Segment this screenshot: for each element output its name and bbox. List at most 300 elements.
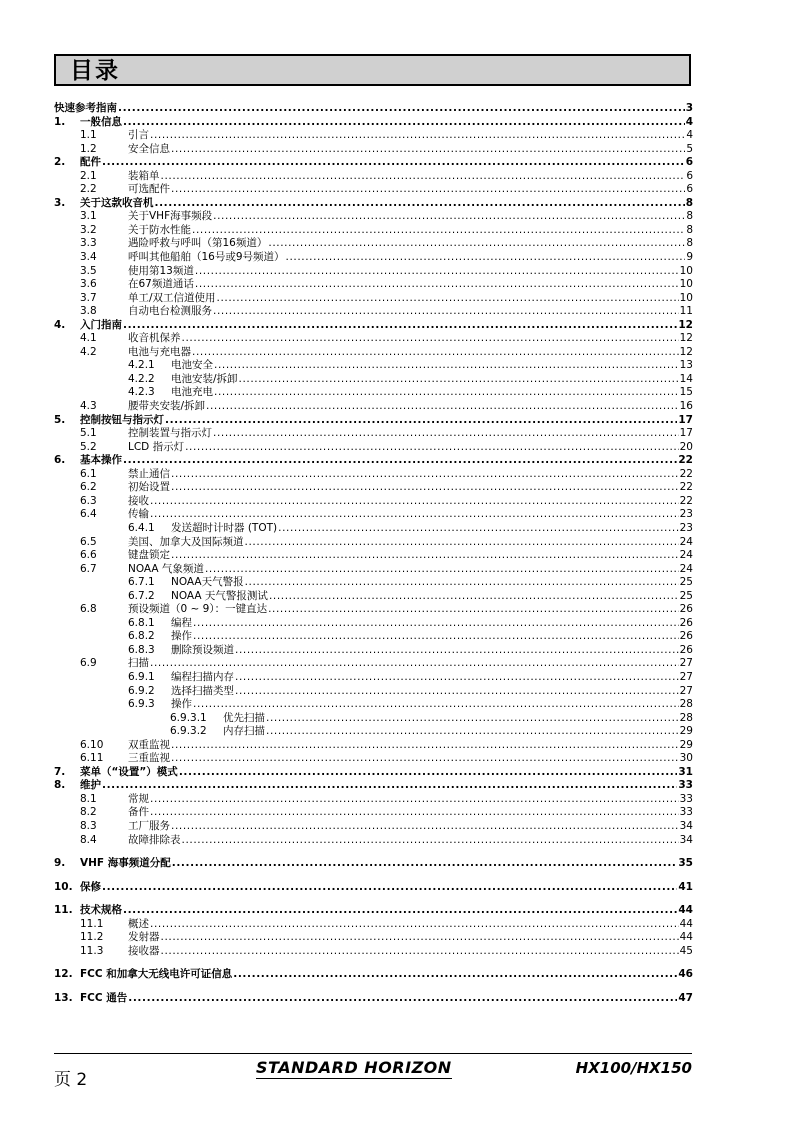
toc-entry-label: 三重监视: [128, 752, 170, 765]
toc-entry-number: 6.10: [80, 738, 104, 751]
toc-entry-page: 8: [685, 196, 693, 209]
toc-entry-label: VHF 海事频道分配: [80, 857, 171, 870]
toc-entry-number: 8.2: [80, 806, 97, 819]
toc-entry-page: 17: [679, 427, 693, 440]
toc-entry-page: 10: [679, 291, 693, 304]
toc-entry-number: 6.: [54, 454, 66, 467]
toc-entry-number: 4.2.3: [128, 386, 155, 399]
toc-entry-page: 10: [679, 278, 693, 291]
toc-entry[interactable]: [54, 359, 693, 373]
toc-entry-page: 33: [678, 779, 693, 792]
toc-entry-label: FCC 和加拿大无线电许可证信息: [80, 968, 233, 981]
toc-dot-leader: [235, 685, 679, 699]
toc-dot-leader: [213, 305, 679, 319]
toc-entry-page: 25: [679, 589, 693, 602]
toc-entry-page: 34: [679, 819, 693, 832]
toc-entry-label: 配件: [80, 156, 101, 169]
toc-entry-label: 一般信息: [80, 115, 122, 128]
toc-entry-label: 菜单（“设置”）模式: [80, 765, 178, 778]
toc-dot-leader: [245, 576, 679, 590]
toc-entry[interactable]: [54, 183, 693, 197]
toc-dot-leader: [205, 563, 679, 577]
toc-entry-page: 6: [685, 156, 693, 169]
toc-dot-leader: [171, 183, 685, 197]
toc-entry-page: 34: [679, 833, 693, 846]
toc-entry-number: 6.7: [80, 562, 97, 575]
toc-entry-page: 11: [679, 305, 693, 318]
toc-entry-page: 26: [679, 643, 693, 656]
toc-title-banner: [54, 54, 691, 86]
toc-entry-page: 28: [679, 711, 693, 724]
toc-entry[interactable]: [54, 251, 693, 265]
toc-dot-leader: [213, 427, 679, 441]
toc-entry[interactable]: [54, 779, 693, 793]
toc-entry-label: 删除预设频道: [171, 643, 234, 656]
toc-dot-leader: [182, 332, 679, 346]
toc-entry-page: 5: [686, 142, 693, 155]
toc-entry[interactable]: [54, 170, 693, 184]
toc-entry-label: 选择扫描类型: [171, 684, 234, 697]
toc-dot-leader: [150, 918, 679, 932]
toc-entry-number: 6.9.3: [128, 698, 155, 711]
toc-entry-page: 12: [678, 318, 693, 331]
toc-entry-number: 6.9.3.1: [170, 711, 207, 724]
toc-entry-label: 入门指南: [80, 318, 122, 331]
footer-page-number: 页 2: [54, 1070, 88, 1090]
toc-entry[interactable]: [54, 386, 693, 400]
toc-entry-label: 关于VHF海事频段: [128, 210, 213, 223]
toc-dot-leader: [192, 346, 679, 360]
toc-entry-page: 29: [679, 725, 693, 738]
toc-dot-leader: [165, 414, 677, 428]
toc-entry-number: 3.2: [80, 223, 97, 236]
toc-entry[interactable]: [54, 725, 693, 739]
toc-dot-leader: [286, 251, 686, 265]
toc-entry-page: 27: [679, 657, 693, 670]
toc-entry-number: 7.: [54, 765, 66, 778]
toc-entry-label: 初始设置: [128, 481, 170, 494]
toc-entry-label: 操作: [171, 698, 192, 711]
toc-entry-number: 8.1: [80, 792, 97, 805]
toc-entry-number: 6.4: [80, 508, 97, 521]
toc-entry-page: 33: [679, 806, 693, 819]
toc-dot-leader: [128, 992, 677, 1006]
toc-entry-label: FCC 通告: [80, 991, 128, 1004]
toc-dot-leader: [118, 102, 685, 116]
toc-entry-label: 故障排除表: [128, 833, 181, 846]
toc-dot-leader: [235, 644, 679, 658]
toc-entry-number: 6.2: [80, 481, 97, 494]
toc-entry[interactable]: [54, 265, 693, 279]
toc-entry-number: 8.: [54, 779, 66, 792]
page-title: 目录: [70, 58, 120, 84]
toc-entry-page: 12: [679, 345, 693, 358]
toc-dot-leader: [102, 779, 677, 793]
toc-entry-number: 2.: [54, 156, 66, 169]
toc-entry[interactable]: [54, 102, 693, 116]
toc-entry-label: 编程扫描内存: [171, 670, 234, 683]
toc-entry-label: 编程: [171, 616, 192, 629]
toc-entry-number: 3.8: [80, 305, 97, 318]
toc-entry-page: 46: [678, 968, 693, 981]
toc-entry-label: NOAA 气象频道: [128, 562, 204, 575]
toc-dot-leader: [161, 170, 686, 184]
toc-dot-leader: [102, 156, 685, 170]
toc-entry[interactable]: [54, 549, 693, 563]
toc-entry-label: 禁止通信: [128, 467, 170, 480]
toc-entry[interactable]: [54, 522, 693, 536]
toc-entry-page: 22: [679, 467, 693, 480]
toc-entry-number: 3.7: [80, 291, 97, 304]
toc-entry-label: 接收: [128, 494, 149, 507]
toc-entry-label: 扫描: [128, 657, 149, 670]
toc-dot-leader: [171, 468, 679, 482]
toc-entry[interactable]: [54, 945, 693, 959]
toc-entry[interactable]: [54, 685, 693, 699]
toc-entry-label: 电池充电: [171, 386, 213, 399]
toc-dot-leader: [195, 278, 679, 292]
toc-dot-leader: [161, 931, 679, 945]
toc-entry-page: 6: [686, 183, 693, 196]
toc-entry[interactable]: [54, 508, 693, 522]
toc-entry-number: 5.1: [80, 427, 97, 440]
toc-entry[interactable]: [54, 116, 693, 130]
toc-entry[interactable]: [54, 806, 693, 820]
toc-entry[interactable]: [54, 698, 693, 712]
toc-entry-label: 操作: [171, 630, 192, 643]
toc-entry-page: 22: [678, 454, 693, 467]
toc-entry-page: 44: [679, 917, 693, 930]
toc-entry-label: 常规: [128, 792, 149, 805]
toc-entry-number: 4.1: [80, 332, 97, 345]
brand-logo: [256, 1058, 452, 1077]
toc-entry[interactable]: [54, 468, 693, 482]
toc-entry-page: 14: [679, 372, 693, 385]
toc-entry[interactable]: [54, 671, 693, 685]
toc-entry-page: 15: [679, 386, 693, 399]
toc-entry-page: 8: [686, 237, 693, 250]
toc-dot-leader: [233, 968, 677, 982]
toc-entry-label: 优先扫描: [223, 711, 265, 724]
toc-entry-label: 备件: [128, 806, 149, 819]
toc-entry-number: 2.1: [80, 169, 97, 182]
brand-logo-text: STANDARD HORIZON: [256, 1058, 452, 1077]
toc-entry-label: NOAA 天气警报测试: [171, 589, 268, 602]
toc-entry-page: 10: [679, 264, 693, 277]
toc-entry[interactable]: [54, 305, 693, 319]
toc-entry[interactable]: [54, 644, 693, 658]
toc-entry[interactable]: [54, 834, 693, 848]
toc-entry-number: 4.: [54, 318, 66, 331]
toc-dot-leader: [123, 904, 677, 918]
toc-dot-leader: [193, 630, 679, 644]
toc-entry-number: 4.2: [80, 345, 97, 358]
toc-entry-page: 26: [679, 630, 693, 643]
toc-dot-leader: [150, 793, 679, 807]
toc-dot-leader: [182, 834, 679, 848]
toc-dot-leader: [195, 265, 679, 279]
toc-entry[interactable]: [54, 793, 693, 807]
toc-dot-leader: [268, 603, 679, 617]
toc-entry-number: 6.9: [80, 657, 97, 670]
toc-entry-page: 17: [678, 413, 693, 426]
toc-entry[interactable]: [54, 400, 693, 414]
toc-entry-number: 4.2.2: [128, 372, 155, 385]
toc-entry[interactable]: [54, 481, 693, 495]
toc-entry-page: 12: [679, 332, 693, 345]
toc-entry-label: 预设频道（0 ~ 9）：一键直达: [128, 603, 268, 616]
toc-entry[interactable]: [54, 441, 693, 455]
toc-entry-page: 20: [679, 440, 693, 453]
toc-entry-label: 收音机保养: [128, 332, 181, 345]
toc-entry[interactable]: [54, 414, 693, 428]
toc-dot-leader: [150, 806, 679, 820]
toc-entry-number: 1.2: [80, 142, 97, 155]
toc-entry-page: 24: [679, 535, 693, 548]
toc-entry-number: 4.2.1: [128, 359, 155, 372]
toc-entry-label: 安全信息: [128, 142, 170, 155]
toc-entry[interactable]: [54, 918, 693, 932]
toc-entry[interactable]: [54, 617, 693, 631]
toc-entry[interactable]: [54, 210, 693, 224]
toc-entry-number: 8.3: [80, 819, 97, 832]
toc-entry[interactable]: [54, 739, 693, 753]
toc-entry[interactable]: [54, 766, 693, 780]
toc-entry-page: 24: [679, 562, 693, 575]
toc-dot-leader: [266, 725, 679, 739]
toc-entry-label: 键盘锁定: [128, 549, 170, 562]
toc-entry[interactable]: [54, 657, 693, 671]
toc-dot-leader: [171, 820, 679, 834]
toc-entry-label: 概述: [128, 917, 149, 930]
toc-entry-label: 遇险呼救与呼叫（第16频道）: [128, 237, 268, 250]
toc-entry-label: 电池安装/拆卸: [171, 372, 238, 385]
toc-entry[interactable]: [54, 319, 693, 333]
toc-entry-number: 13.: [54, 991, 73, 1004]
toc-entry[interactable]: [54, 630, 693, 644]
toc-entry-label: 发送超时计时器 (TOT): [171, 521, 278, 534]
toc-dot-leader: [150, 129, 685, 143]
toc-entry-number: 3.1: [80, 210, 97, 223]
footer-model-name: HX100/HX150: [575, 1059, 692, 1077]
toc-entry-page: 27: [679, 670, 693, 683]
brand-underline: [256, 1078, 452, 1079]
toc-entry-number: 6.1: [80, 467, 97, 480]
toc-dot-leader: [278, 522, 679, 536]
toc-dot-leader: [214, 386, 679, 400]
toc-entry-page: 9: [686, 251, 693, 264]
toc-dot-leader: [171, 481, 679, 495]
toc-entry-page: 35: [678, 857, 693, 870]
toc-dot-leader: [155, 197, 685, 211]
toc-entry[interactable]: [54, 373, 693, 387]
toc-entry-number: 1.1: [80, 129, 97, 142]
toc-entry-page: 31: [678, 765, 693, 778]
toc-entry[interactable]: [54, 197, 693, 211]
toc-entry-number: 6.8.3: [128, 643, 155, 656]
toc-entry-label: 传输: [128, 508, 149, 521]
toc-entry-page: 13: [679, 359, 693, 372]
toc-entry-page: 8: [686, 223, 693, 236]
toc-entry[interactable]: [54, 292, 693, 306]
toc-entry[interactable]: [54, 590, 693, 604]
toc-entry-label: 可选配件: [128, 183, 170, 196]
toc-entry-page: 30: [679, 752, 693, 765]
toc-entry-number: 6.8.1: [128, 616, 155, 629]
toc-entry-number: 3.4: [80, 251, 97, 264]
toc-entry-page: 44: [679, 931, 693, 944]
toc-entry-page: 41: [678, 880, 693, 893]
toc-dot-leader: [171, 143, 685, 157]
toc-entry[interactable]: [54, 495, 693, 509]
toc-dot-leader: [235, 671, 679, 685]
toc-dot-leader: [171, 549, 679, 563]
toc-entry-page: 28: [679, 698, 693, 711]
toc-dot-leader: [150, 657, 679, 671]
toc-entry-label: 技术规格: [80, 904, 122, 917]
toc-entry[interactable]: [54, 931, 693, 945]
toc-dot-leader: [171, 739, 679, 753]
toc-entry[interactable]: [54, 563, 693, 577]
toc-entry-page: 23: [679, 508, 693, 521]
toc-entry-number: 6.5: [80, 535, 97, 548]
toc-dot-leader: [179, 766, 678, 780]
toc-entry-number: 6.8.2: [128, 630, 155, 643]
toc-entry-number: 6.7.1: [128, 576, 155, 589]
toc-entry-number: 9.: [54, 857, 66, 870]
toc-entry-page: 26: [679, 603, 693, 616]
toc-entry-label: LCD 指示灯: [128, 440, 185, 453]
toc-entry-page: 25: [679, 576, 693, 589]
toc-entry-page: 22: [679, 494, 693, 507]
toc-dot-leader: [269, 590, 679, 604]
toc-entry-label: 单工/双工信道使用: [128, 291, 216, 304]
toc-dot-leader: [213, 210, 685, 224]
toc-entry-number: 2.2: [80, 183, 97, 196]
toc-entry-page: 4: [685, 115, 693, 128]
toc-dot-leader: [214, 359, 679, 373]
footer-divider: [54, 1053, 692, 1054]
toc-entry-number: 6.9.2: [128, 684, 155, 697]
toc-entry[interactable]: [54, 427, 693, 441]
toc-entry-page: 33: [679, 792, 693, 805]
toc-entry[interactable]: [54, 904, 693, 918]
toc-entry-label: 引言: [128, 129, 149, 142]
toc-entry-label: NOAA天气警报: [171, 576, 244, 589]
toc-entry-number: 11.: [54, 904, 73, 917]
toc-entry-number: 3.6: [80, 278, 97, 291]
toc-entry-label: 使用第13频道: [128, 264, 194, 277]
toc-entry[interactable]: [54, 857, 693, 871]
toc-entry[interactable]: [54, 752, 693, 766]
toc-dot-leader: [123, 116, 685, 130]
toc-dot-leader: [172, 857, 678, 871]
toc-entry-page: 26: [679, 616, 693, 629]
toc-entry-number: 5.: [54, 413, 66, 426]
toc-entry[interactable]: [54, 968, 693, 982]
toc-entry-number: 6.4.1: [128, 521, 155, 534]
toc-entry-label: 控制按钮与指示灯: [80, 413, 164, 426]
toc-entry-label: 接收器: [128, 944, 160, 957]
toc-dot-leader: [102, 881, 677, 895]
toc-entry-number: 6.6: [80, 549, 97, 562]
toc-entry-label: 双重监视: [128, 738, 170, 751]
toc-entry[interactable]: [54, 346, 693, 360]
toc-entry[interactable]: [54, 129, 693, 143]
toc-entry[interactable]: [54, 881, 693, 895]
toc-entry[interactable]: [54, 237, 693, 251]
toc-entry-label: 电池安全: [171, 359, 213, 372]
toc-entry[interactable]: [54, 143, 693, 157]
toc-entry-label: 关于防水性能: [128, 223, 191, 236]
toc-entry-page: 24: [679, 549, 693, 562]
toc-entry[interactable]: [54, 603, 693, 617]
toc-entry-number: 8.4: [80, 833, 97, 846]
toc-entry[interactable]: [54, 156, 693, 170]
toc-entry-label: 呼叫其他船舶（16号或9号频道）: [128, 251, 285, 264]
toc-entry-label: 内存扫描: [223, 725, 265, 738]
toc-entry-number: 4.3: [80, 400, 97, 413]
toc-entry-number: 1.: [54, 115, 66, 128]
toc-dot-leader: [171, 752, 679, 766]
toc-dot-leader: [239, 373, 679, 387]
toc-dot-leader: [150, 495, 679, 509]
toc-entry-label: 电池与充电器: [128, 345, 191, 358]
toc-entry-number: 11.3: [80, 944, 104, 957]
toc-entry[interactable]: [54, 224, 693, 238]
table-of-contents: [54, 102, 693, 1005]
toc-dot-leader: [245, 536, 679, 550]
toc-entry-label: 工厂服务: [128, 819, 170, 832]
toc-entry-number: 11.1: [80, 917, 104, 930]
toc-dot-leader: [206, 400, 679, 414]
toc-entry[interactable]: [54, 820, 693, 834]
toc-entry-label: 自动电台检测服务: [128, 305, 212, 318]
toc-entry-label: 控制装置与指示灯: [128, 427, 212, 440]
toc-entry-page: 47: [678, 991, 693, 1004]
toc-entry[interactable]: [54, 536, 693, 550]
toc-entry-page: 44: [678, 904, 693, 917]
toc-entry-label: 保修: [80, 880, 101, 893]
toc-entry-label: 维护: [80, 779, 101, 792]
toc-entry-number: 6.3: [80, 494, 97, 507]
toc-entry-number: 6.8: [80, 603, 97, 616]
toc-entry-number: 11.2: [80, 931, 104, 944]
toc-dot-leader: [185, 441, 679, 455]
toc-entry-number: 10.: [54, 880, 73, 893]
toc-entry[interactable]: [54, 576, 693, 590]
toc-entry-label: 在67频道通话: [128, 278, 194, 291]
toc-dot-leader: [123, 454, 677, 468]
toc-entry-page: 29: [679, 738, 693, 751]
toc-entry-page: 4: [686, 129, 693, 142]
toc-entry[interactable]: [54, 454, 693, 468]
toc-entry[interactable]: [54, 278, 693, 292]
toc-entry-label: 发射器: [128, 931, 160, 944]
toc-dot-leader: [161, 945, 679, 959]
toc-entry-label: 关于这款收音机: [80, 196, 154, 209]
toc-entry[interactable]: [54, 712, 693, 726]
toc-dot-leader: [217, 292, 679, 306]
toc-entry-number: 6.7.2: [128, 589, 155, 602]
toc-entry-label: 美国、加拿大及国际频道: [128, 535, 244, 548]
toc-dot-leader: [193, 617, 679, 631]
toc-entry[interactable]: [54, 332, 693, 346]
toc-dot-leader: [193, 698, 679, 712]
toc-entry-number: 6.11: [80, 752, 104, 765]
toc-entry-number: 3.: [54, 196, 66, 209]
toc-entry[interactable]: [54, 992, 693, 1006]
